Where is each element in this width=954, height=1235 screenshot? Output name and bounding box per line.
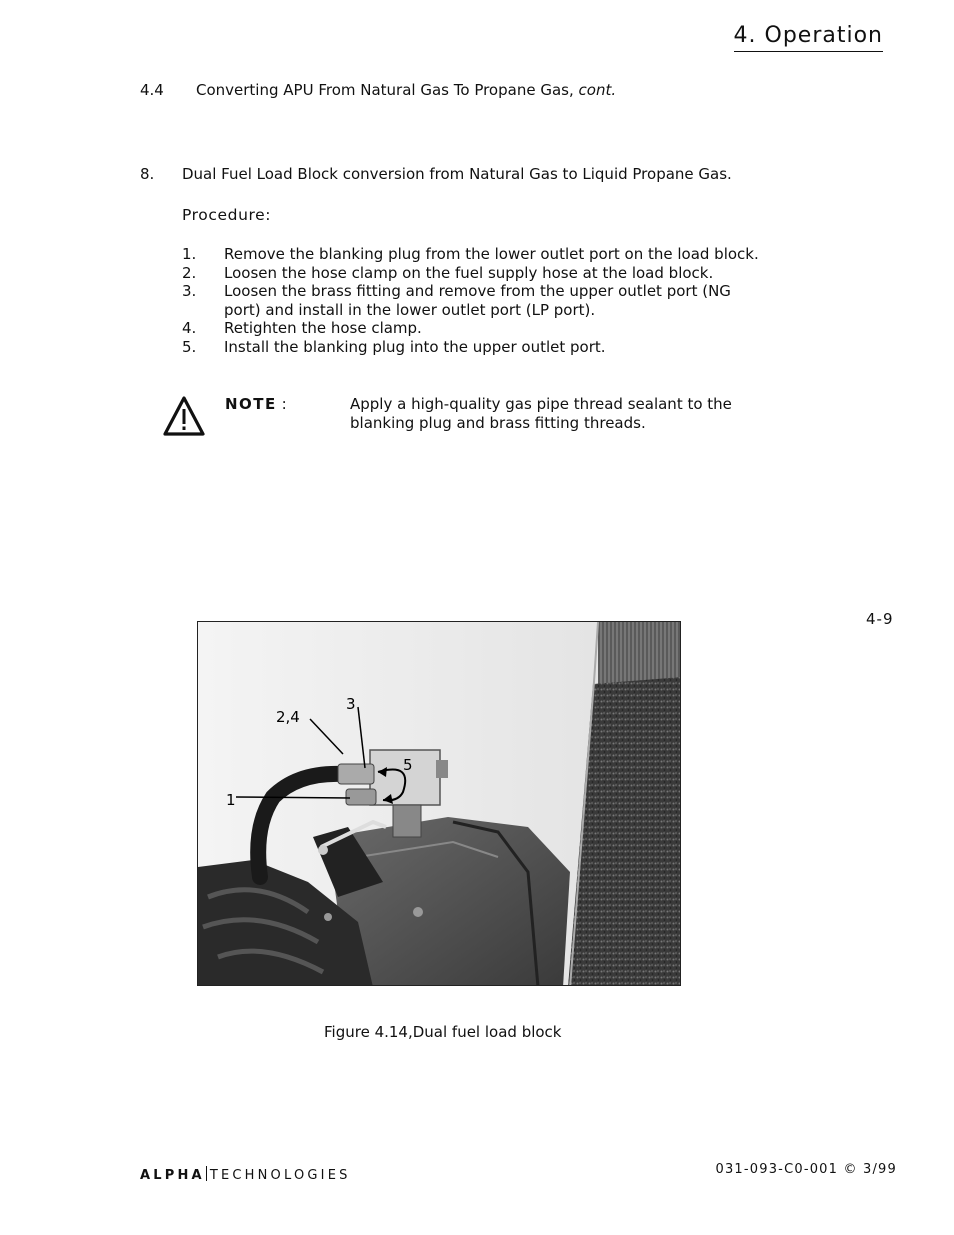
procedure-item-text: Remove the blanking plug from the lower outlet port on the load block. (224, 245, 759, 263)
procedure-item (182, 338, 772, 357)
procedure-item (182, 245, 772, 264)
section-heading (140, 81, 616, 100)
procedure-item-text: Loosen the hose clamp on the fuel supply hose at the load block. (224, 263, 714, 282)
section-title: Converting APU From Natural Gas To Propane Gas, (196, 81, 574, 99)
chapter-title: 4. Operation (734, 22, 883, 52)
procedure-item-number: 2. (182, 263, 197, 282)
logo-technologies: TECHNOLOGIES (209, 1168, 351, 1183)
note-text: Apply a high-quality gas pipe thread sealant to the blanking plug and brass fitting threads. (350, 395, 732, 432)
step-text: Dual Fuel Load Block conversion from Natural Gas to Liquid Propane Gas. (182, 165, 732, 183)
procedure-heading: Procedure: (182, 206, 272, 224)
procedure-item-number: 5. (182, 337, 197, 356)
step-number: 8. (140, 165, 155, 183)
step-8 (140, 165, 732, 184)
procedure-item-number: 1. (182, 245, 197, 263)
document-id: 031-093-C0-001 © 3/99 (715, 1162, 897, 1177)
callout-1: 1 (226, 791, 236, 809)
note-separator: : (281, 395, 287, 413)
procedure-item-text: Retighten the hose clamp. (224, 319, 422, 338)
note-label (225, 395, 287, 413)
callout-2-4: 2,4 (276, 708, 300, 726)
procedure-item (182, 319, 772, 338)
procedure-item-text: Loosen the brass fitting and remove from the upper outlet port (NG port) and install in the lower outlet port (LP port). (224, 282, 731, 319)
warning-triangle-icon (162, 395, 206, 437)
procedure-item (182, 282, 772, 319)
logo-alpha: ALPHA (140, 1168, 205, 1183)
figure-caption: Figure 4.14,Dual fuel load block (324, 1023, 562, 1041)
page-number: 4-9 (866, 610, 894, 628)
note-label-text: NOTE (225, 395, 277, 413)
company-logo (140, 1166, 351, 1183)
procedure-item-number: 3. (182, 282, 197, 301)
procedure-item-text: Install the blanking plug into the upper outlet port. (224, 337, 606, 356)
section-title-suffix: cont. (578, 81, 617, 99)
procedure-item-number: 4. (182, 319, 197, 338)
section-number: 4.4 (140, 81, 164, 99)
procedure-item (182, 264, 772, 283)
logo-divider (206, 1166, 207, 1181)
callout-3: 3 (346, 695, 356, 713)
callout-5: 5 (403, 756, 413, 774)
figure-photo (197, 621, 681, 986)
procedure-list (182, 245, 772, 357)
figure-photo-drawing (198, 622, 681, 986)
